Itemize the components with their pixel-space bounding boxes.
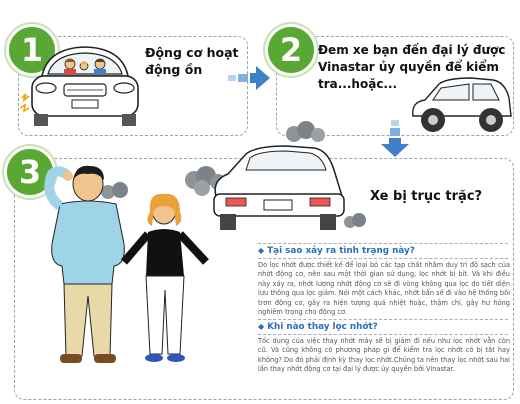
section-2-heading <box>258 322 378 332</box>
down-arrow-icon <box>380 120 410 158</box>
car-side-illustration <box>405 72 515 138</box>
divider <box>258 319 508 320</box>
section-1-heading-text: Tại sao xảy ra tình trạng này? <box>267 246 415 256</box>
triangle-bullet-icon: ◆ <box>258 322 265 331</box>
divider <box>258 243 508 244</box>
car-front-illustration <box>20 42 150 136</box>
woman-illustration <box>118 192 214 368</box>
step-1-caption: Động cơ hoạt động ồn <box>145 45 239 77</box>
section-1-heading <box>258 246 415 256</box>
step-2-badge: 2 <box>265 24 317 76</box>
step-1-badge: 1 <box>6 24 58 76</box>
step-2-caption: Đem xe bạn đến đại lý được Vinastar ủy quyền để kiểm tra...hoặc... <box>318 43 506 91</box>
noise-lines-icon <box>20 94 29 111</box>
divider <box>258 334 508 335</box>
section-2-body: Tốc dụng của việc thay nhớt máy sẽ bị giảm đi nếu như lọc nhớt vẫn còn cũ. Và cũng không có phương pháp gì để kiểm tra lọc nhớt có bị tắt hay không? Do đó phải định kỳ thay lọc nhớt.Chúng ta nên thay lọc nhớt sau hai lần thay nhớt động cơ tại đại lý được ủy quyền bởi Vinastar. <box>258 337 510 374</box>
divider <box>258 258 508 259</box>
broken-car-illustration <box>206 140 356 236</box>
section-1-body: Do lọc nhớt được thiết kế để loại bỏ các tạp chất nhằm duy trì độ sạch của nhớt động cơ, nên sau một thời gian sử dụng, lọc nhớt bị bít. Và khi điều này xảy ra, nhớt lượng nhớt động cơ sẽ đi vòng không qua lọc do tiết diện lưu thông qua lọc giảm. Nói một cách khác, nhớt bẩn sẽ đi vào hệ thống bôi trơn động cơ, gây ra hiện tượng quá nhiệt hoặc, thậm chí, gây hư hỏng nghiêm trọng cho động cơ. <box>258 261 510 317</box>
step-3-badge: 3 <box>4 146 56 198</box>
section-2-heading-text: Khi nào thay lọc nhớt? <box>267 322 378 332</box>
right-arrow-icon <box>228 64 272 92</box>
triangle-bullet-icon: ◆ <box>258 246 265 255</box>
step-3-caption: Xe bị trục trặc? <box>370 189 483 204</box>
